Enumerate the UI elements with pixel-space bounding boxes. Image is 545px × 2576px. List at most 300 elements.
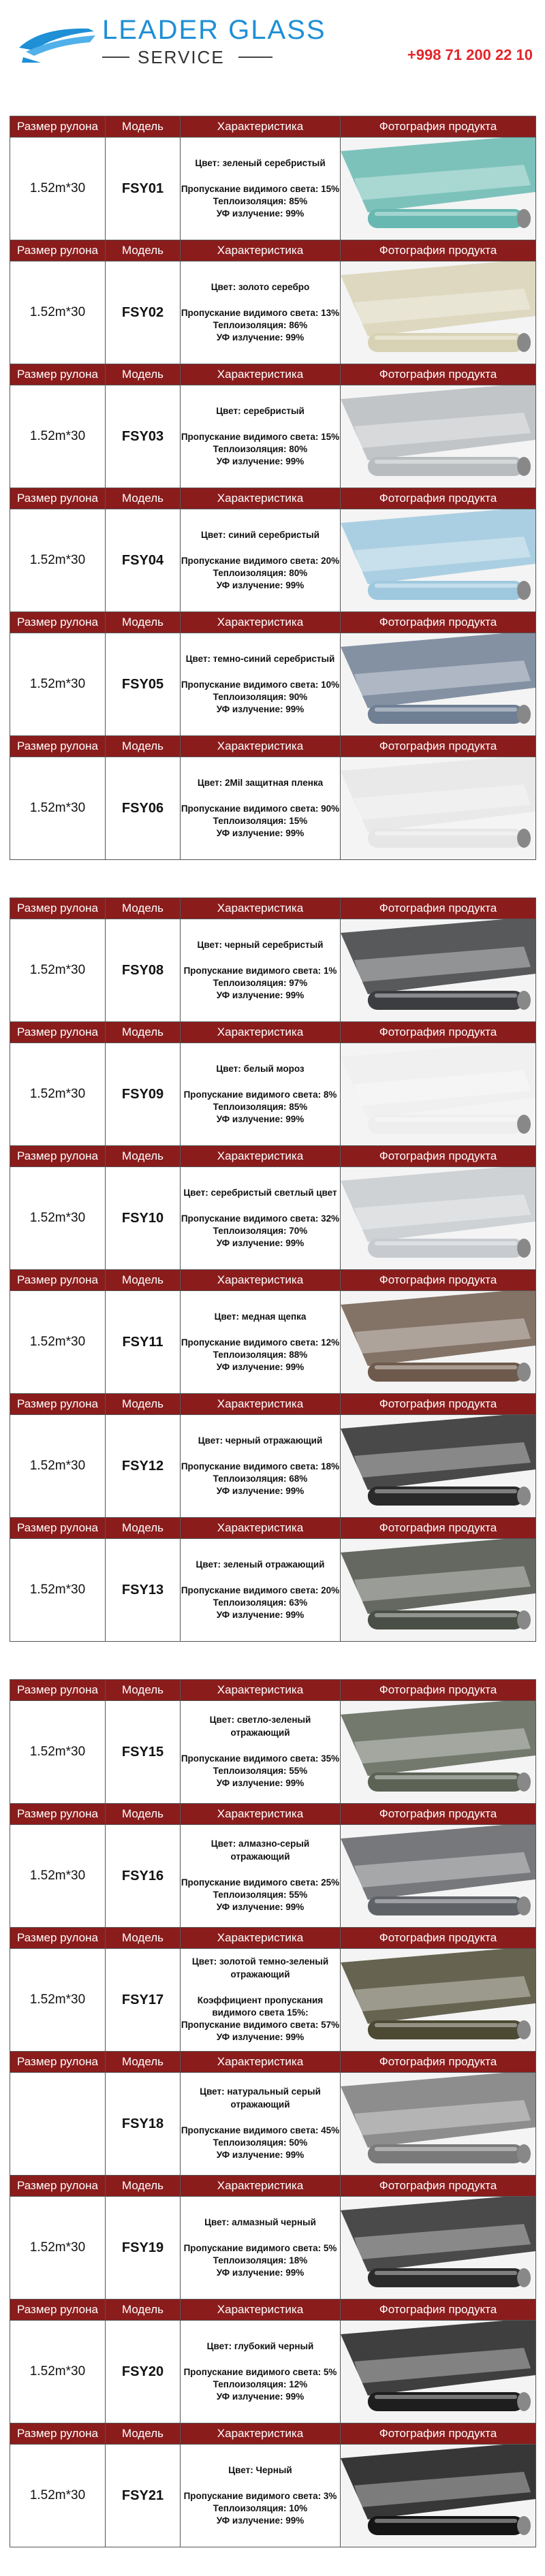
model-code: FSY12: [106, 1415, 181, 1518]
model-code: FSY13: [106, 1539, 181, 1642]
header-model: Модель: [106, 1146, 181, 1167]
characteristic-line: Коэффициент пропускания видимого света 15%:: [197, 1994, 324, 2018]
film-roll-icon: [341, 509, 535, 611]
model-code: FSY21: [106, 2445, 181, 2547]
characteristic-line: Теплоизоляция: 86%: [213, 320, 308, 330]
characteristic-line: Пропускание видимого света: 32%: [181, 1213, 340, 1224]
header-row: [10, 1680, 536, 1701]
header-photo: Фотография продукта: [341, 1680, 536, 1701]
header-row: [10, 2423, 536, 2445]
product-photo: [341, 2073, 536, 2176]
product-photo: [341, 1949, 536, 2052]
characteristic-line: Цвет: золотой темно-зеленый отражающий: [191, 1956, 329, 1979]
header-row: [10, 1518, 536, 1539]
model-code: FSY04: [106, 509, 181, 612]
header-model: Модель: [106, 612, 181, 633]
characteristic-line: УФ излучение: 99%: [216, 208, 305, 219]
film-roll-icon: [341, 757, 535, 859]
header-row: [10, 736, 536, 757]
product-row: [10, 1825, 536, 1928]
roll-size: 1.52m*30: [10, 1701, 106, 1804]
characteristics: [181, 757, 341, 860]
model-code: FSY17: [106, 1949, 181, 2052]
header-row: [10, 1270, 536, 1291]
film-roll-icon: [341, 1825, 535, 1927]
characteristic-line: Теплоизоляция: 85%: [213, 1102, 308, 1112]
characteristic-line: Теплоизоляция: 80%: [213, 444, 308, 454]
film-roll-image: [341, 1701, 535, 1803]
film-roll-icon: [341, 2321, 535, 2423]
header-chars: Характеристика: [181, 364, 341, 385]
product-photo: [341, 1415, 536, 1518]
header-chars: Характеристика: [181, 2052, 341, 2073]
header-photo: Фотография продукта: [341, 1928, 536, 1949]
film-roll-icon: [341, 1539, 535, 1641]
characteristic-line: Цвет: черный серебристый: [197, 939, 324, 950]
header-size: Размер рулона: [10, 736, 106, 757]
header-row: [10, 2300, 536, 2321]
characteristic-line: Пропускание видимого света: 18%: [181, 1461, 340, 1472]
header-chars: Характеристика: [181, 2423, 341, 2445]
roll-size: 1.52m*30: [10, 2321, 106, 2423]
roll-size: 1.52m*30: [10, 1043, 106, 1146]
header-photo: Фотография продукта: [341, 1518, 536, 1539]
characteristics: [181, 1949, 341, 2052]
characteristic-line: Пропускание видимого света: 8%: [183, 1089, 337, 1100]
header-size: Размер рулона: [10, 1270, 106, 1291]
roll-size: 1.52m*30: [10, 1167, 106, 1270]
product-photo: [341, 633, 536, 736]
film-roll-image: [341, 2197, 535, 2299]
header-photo: Фотография продукта: [341, 1804, 536, 1825]
header-photo: Фотография продукта: [341, 240, 536, 261]
film-roll-icon: [341, 138, 535, 240]
header-row: [10, 1394, 536, 1415]
film-roll-image: [341, 2445, 535, 2547]
header-model: Модель: [106, 364, 181, 385]
characteristic-line: Цвет: светло-зеленый отражающий: [209, 1715, 311, 1738]
spec-table: [10, 116, 536, 860]
characteristics: [181, 1167, 341, 1270]
film-roll-icon: [341, 1291, 535, 1393]
model-code: FSY16: [106, 1825, 181, 1928]
characteristic-line: Теплоизоляция: 55%: [213, 1766, 308, 1777]
header-chars: Характеристика: [181, 1146, 341, 1167]
film-roll-image: [341, 1415, 535, 1517]
header-model: Модель: [106, 1270, 181, 1291]
header-model: Модель: [106, 2300, 181, 2321]
header-photo: Фотография продукта: [341, 2300, 536, 2321]
product-row: [10, 138, 536, 240]
product-photo: [341, 1043, 536, 1146]
header-model: Модель: [106, 898, 181, 919]
characteristic-line: Пропускание видимого света: 45%: [181, 2125, 340, 2135]
header-size: Размер рулона: [10, 364, 106, 385]
roll-size: 1.52m*30: [10, 385, 106, 488]
product-photo: [341, 2321, 536, 2423]
characteristic-line: Пропускание видимого света: 25%: [181, 1877, 340, 1888]
header-row: [10, 488, 536, 509]
section-gap: [0, 860, 545, 897]
header-photo: Фотография продукта: [341, 612, 536, 633]
characteristic-line: Теплоизоляция: 97%: [213, 978, 308, 988]
characteristic-line: Цвет: серебристый: [216, 405, 305, 416]
characteristic-line: УФ излучение: 99%: [216, 1362, 305, 1373]
product-row: [10, 509, 536, 612]
product-photo: [341, 261, 536, 364]
product-photo: [341, 1825, 536, 1928]
header-chars: Характеристика: [181, 1270, 341, 1291]
header-model: Модель: [106, 2176, 181, 2197]
characteristic-line: Теплоизоляция: 50%: [213, 2137, 308, 2148]
header-model: Модель: [106, 1928, 181, 1949]
film-roll-icon: [341, 1701, 535, 1803]
characteristic-line: Пропускание видимого света: 5%: [183, 2366, 337, 2377]
model-code: FSY03: [106, 385, 181, 488]
model-code: FSY01: [106, 138, 181, 240]
characteristic-line: Цвет: Черный: [228, 2464, 292, 2475]
header-size: Размер рулона: [10, 1680, 106, 1701]
characteristic-line: Пропускание видимого света: 1%: [183, 965, 337, 976]
product-row: [10, 385, 536, 488]
product-photo: [341, 757, 536, 860]
header-size: Размер рулона: [10, 1804, 106, 1825]
model-code: FSY02: [106, 261, 181, 364]
characteristic-line: Теплоизоляция: 15%: [213, 816, 308, 826]
film-roll-icon: [341, 633, 535, 735]
characteristic-line: Цвет: глубокий черный: [206, 2340, 314, 2351]
characteristic-line: Теплоизоляция: 90%: [213, 692, 308, 702]
header-chars: Характеристика: [181, 898, 341, 919]
header-size: Размер рулона: [10, 1146, 106, 1167]
header-row: [10, 2052, 536, 2073]
model-code: FSY08: [106, 919, 181, 1022]
roll-size: 1.52m*30: [10, 261, 106, 364]
characteristic-line: Пропускание видимого света: 13%: [181, 307, 340, 318]
characteristic-line: УФ излучение: 99%: [216, 332, 305, 343]
header-row: [10, 898, 536, 919]
characteristics: [181, 385, 341, 488]
product-row: [10, 2073, 536, 2176]
film-roll-image: [341, 2073, 535, 2175]
spec-table: [10, 897, 536, 1642]
header-photo: Фотография продукта: [341, 736, 536, 757]
characteristic-line: Теплоизоляция: 63%: [213, 1597, 308, 1608]
film-roll-icon: [341, 385, 535, 488]
header-size: Размер рулона: [10, 240, 106, 261]
characteristic-line: Цвет: алмазный черный: [204, 2216, 316, 2227]
characteristics: [181, 261, 341, 364]
header-chars: Характеристика: [181, 116, 341, 138]
film-roll-image: [341, 1291, 535, 1393]
characteristic-line: УФ излучение: 99%: [216, 2268, 305, 2278]
characteristic-line: Пропускание видимого света: 3%: [183, 2490, 337, 2501]
characteristic-line: Пропускание видимого света: 90%: [181, 803, 340, 814]
characteristics: [181, 1701, 341, 1804]
characteristic-line: УФ излучение: 99%: [216, 456, 305, 467]
characteristic-line: Теплоизоляция: 12%: [213, 2379, 308, 2389]
header-size: Размер рулона: [10, 1928, 106, 1949]
characteristic-line: УФ излучение: 99%: [216, 1486, 305, 1497]
header-model: Модель: [106, 1022, 181, 1043]
film-roll-image: [341, 509, 535, 611]
header-photo: Фотография продукта: [341, 1394, 536, 1415]
header-chars: Характеристика: [181, 240, 341, 261]
characteristics: [181, 2321, 341, 2423]
product-row: [10, 2321, 536, 2423]
header-size: Размер рулона: [10, 1394, 106, 1415]
spec-table: [10, 1679, 536, 2547]
header-model: Модель: [106, 1680, 181, 1701]
header-row: [10, 364, 536, 385]
characteristic-line: Теплоизоляция: 55%: [213, 1890, 308, 1901]
characteristic-line: УФ излучение: 99%: [216, 704, 305, 715]
header-model: Модель: [106, 1518, 181, 1539]
film-roll-image: [341, 919, 535, 1021]
header-model: Модель: [106, 2423, 181, 2445]
product-photo: [341, 1167, 536, 1270]
characteristic-line: Цвет: золото серебро: [211, 281, 310, 292]
characteristic-line: УФ излучение: 99%: [216, 2515, 305, 2526]
film-roll-icon: [341, 261, 535, 364]
header-row: [10, 1146, 536, 1167]
film-roll-icon: [341, 2073, 535, 2175]
characteristic-line: УФ излучение: 99%: [216, 1238, 305, 1249]
product-photo: [341, 385, 536, 488]
header-row: [10, 240, 536, 261]
product-row: [10, 1539, 536, 1642]
roll-size: 1.52m*30: [10, 2197, 106, 2300]
header-size: Размер рулона: [10, 1518, 106, 1539]
characteristic-line: Теплоизоляция: 85%: [213, 196, 308, 206]
header-photo: Фотография продукта: [341, 488, 536, 509]
header-model: Модель: [106, 240, 181, 261]
roll-size: 1.52m*30: [10, 509, 106, 612]
model-code: FSY05: [106, 633, 181, 736]
header-chars: Характеристика: [181, 1022, 341, 1043]
header-model: Модель: [106, 736, 181, 757]
header-chars: Характеристика: [181, 488, 341, 509]
product-row: [10, 633, 536, 736]
characteristic-line: Цвет: алмазно-серый отражающий: [211, 1839, 310, 1862]
characteristics: [181, 509, 341, 612]
roll-size: 1.52m*30: [10, 633, 106, 736]
characteristic-line: Цвет: синий серебристый: [201, 529, 320, 540]
characteristic-line: Цвет: темно-синий серебристый: [185, 653, 335, 664]
characteristic-line: Цвет: натуральный серый отражающий: [200, 2086, 321, 2110]
characteristic-line: Теплоизоляция: 68%: [213, 1474, 308, 1484]
roll-size: 1.52m*30: [10, 1415, 106, 1518]
film-roll-icon: [341, 1415, 535, 1517]
roll-size: 1.52m*30: [10, 919, 106, 1022]
header-row: [10, 1022, 536, 1043]
header-model: Модель: [106, 488, 181, 509]
characteristic-line: Цвет: черный отражающий: [198, 1435, 323, 1446]
roll-size: 1.52m*30: [10, 2445, 106, 2547]
characteristic-line: Пропускание видимого света: 57%: [181, 2020, 340, 2031]
characteristic-line: Пропускание видимого света: 20%: [181, 555, 340, 566]
film-roll-image: [341, 1825, 535, 1927]
product-photo: [341, 1701, 536, 1804]
film-roll-icon: [341, 1167, 535, 1269]
header-size: Размер рулона: [10, 1022, 106, 1043]
header-row: [10, 1928, 536, 1949]
characteristic-line: УФ излучение: 99%: [216, 2391, 305, 2402]
product-photo: [341, 509, 536, 612]
model-code: FSY10: [106, 1167, 181, 1270]
roll-size: [10, 2073, 106, 2176]
characteristic-line: Теплоизоляция: 18%: [213, 2255, 308, 2265]
film-roll-icon: [341, 2197, 535, 2299]
product-photo: [341, 1291, 536, 1394]
model-code: FSY19: [106, 2197, 181, 2300]
characteristic-line: Теплоизоляция: 88%: [213, 1350, 308, 1360]
characteristic-line: Пропускание видимого света: 5%: [183, 2242, 337, 2253]
header-row: [10, 116, 536, 138]
model-code: FSY15: [106, 1701, 181, 1804]
roll-size: 1.52m*30: [10, 1825, 106, 1928]
characteristics: [181, 633, 341, 736]
header: [0, 0, 545, 116]
film-roll-image: [341, 1949, 535, 2051]
characteristics: [181, 919, 341, 1022]
film-roll-image: [341, 2321, 535, 2423]
characteristic-line: Теплоизоляция: 80%: [213, 568, 308, 578]
characteristics: [181, 2197, 341, 2300]
film-roll-image: [341, 1167, 535, 1269]
product-row: [10, 1701, 536, 1804]
product-row: [10, 1043, 536, 1146]
header-size: Размер рулона: [10, 116, 106, 138]
product-photo: [341, 1539, 536, 1642]
characteristic-line: УФ излучение: 99%: [216, 1114, 305, 1125]
header-chars: Характеристика: [181, 2176, 341, 2197]
roll-size: 1.52m*30: [10, 138, 106, 240]
characteristic-line: УФ излучение: 99%: [216, 1902, 305, 1913]
characteristic-line: УФ излучение: 99%: [216, 1610, 305, 1621]
header-row: [10, 1804, 536, 1825]
film-roll-image: [341, 1043, 535, 1145]
film-roll-image: [341, 385, 535, 488]
characteristics: [181, 1539, 341, 1642]
header-photo: Фотография продукта: [341, 116, 536, 138]
header-photo: Фотография продукта: [341, 1022, 536, 1043]
header-chars: Характеристика: [181, 736, 341, 757]
characteristics: [181, 1291, 341, 1394]
roll-size: 1.52m*30: [10, 1949, 106, 2052]
header-size: Размер рулона: [10, 612, 106, 633]
header-size: Размер рулона: [10, 898, 106, 919]
characteristics: [181, 138, 341, 240]
product-row: [10, 1949, 536, 2052]
phone-number[interactable]: +998 71 200 22 10: [407, 46, 533, 63]
characteristic-line: Пропускание видимого света: 15%: [181, 431, 340, 442]
header-photo: Фотография продукта: [341, 1270, 536, 1291]
film-roll-icon: [341, 2445, 535, 2547]
header-size: Размер рулона: [10, 2300, 106, 2321]
film-roll-image: [341, 757, 535, 859]
model-code: FSY06: [106, 757, 181, 860]
roll-size: 1.52m*30: [10, 1539, 106, 1642]
characteristic-line: Цвет: зеленый серебристый: [195, 157, 326, 168]
product-row: [10, 1167, 536, 1270]
characteristic-line: Цвет: серебристый светлый цвет: [183, 1187, 337, 1198]
product-photo: [341, 919, 536, 1022]
header-chars: Характеристика: [181, 1518, 341, 1539]
film-roll-icon: [341, 1043, 535, 1145]
characteristic-line: Цвет: зеленый отражающий: [196, 1559, 325, 1570]
header-size: Размер рулона: [10, 488, 106, 509]
header-chars: Характеристика: [181, 1680, 341, 1701]
header-photo: Фотография продукта: [341, 898, 536, 919]
header-row: [10, 2176, 536, 2197]
characteristic-line: УФ излучение: 99%: [216, 828, 305, 839]
characteristic-line: Пропускание видимого света: 35%: [181, 1753, 340, 1764]
header-photo: Фотография продукта: [341, 2052, 536, 2073]
product-photo: [341, 2197, 536, 2300]
film-roll-icon: [341, 1949, 535, 2051]
model-code: FSY09: [106, 1043, 181, 1146]
characteristic-line: УФ излучение: 99%: [216, 1778, 305, 1789]
characteristics: [181, 2445, 341, 2547]
header-chars: Характеристика: [181, 1394, 341, 1415]
film-roll-image: [341, 633, 535, 735]
brand-name: LEADER GLASS: [102, 15, 326, 45]
header-row: [10, 612, 536, 633]
header-chars: Характеристика: [181, 1928, 341, 1949]
product-row: [10, 1415, 536, 1518]
characteristics: [181, 1043, 341, 1146]
header-model: Модель: [106, 1394, 181, 1415]
roll-size: 1.52m*30: [10, 757, 106, 860]
film-roll-icon: [341, 919, 535, 1021]
characteristic-line: Пропускание видимого света: 15%: [181, 183, 340, 194]
product-catalog: [0, 116, 545, 2547]
characteristic-line: Теплоизоляция: 10%: [213, 2503, 308, 2513]
product-row: [10, 919, 536, 1022]
characteristic-line: УФ излучение: 99%: [216, 580, 305, 591]
model-code: FSY20: [106, 2321, 181, 2423]
characteristic-line: Цвет: медная щепка: [214, 1311, 307, 1322]
header-model: Модель: [106, 1804, 181, 1825]
header-size: Размер рулона: [10, 2052, 106, 2073]
film-roll-image: [341, 1539, 535, 1641]
product-photo: [341, 2445, 536, 2547]
product-row: [10, 261, 536, 364]
characteristic-line: Цвет: белый мороз: [216, 1063, 305, 1074]
model-code: FSY11: [106, 1291, 181, 1394]
characteristic-line: Пропускание видимого света: 12%: [181, 1337, 340, 1348]
header-size: Размер рулона: [10, 2176, 106, 2197]
product-row: [10, 2445, 536, 2547]
header-photo: Фотография продукта: [341, 2423, 536, 2445]
characteristic-line: УФ излучение: 99%: [216, 2150, 305, 2161]
product-row: [10, 1291, 536, 1394]
header-chars: Характеристика: [181, 2300, 341, 2321]
characteristics: [181, 1415, 341, 1518]
characteristic-line: Цвет: 2Mil защитная пленка: [197, 777, 324, 788]
model-code: FSY18: [106, 2073, 181, 2176]
brand-subtitle: SERVICE: [138, 47, 225, 67]
product-photo: [341, 138, 536, 240]
header-photo: Фотография продукта: [341, 2176, 536, 2197]
header-photo: Фотография продукта: [341, 1146, 536, 1167]
characteristic-line: Пропускание видимого света: 20%: [181, 1585, 340, 1595]
header-chars: Характеристика: [181, 612, 341, 633]
characteristics: [181, 2073, 341, 2176]
characteristic-line: Теплоизоляция: 70%: [213, 1226, 308, 1236]
section-gap: [0, 1642, 545, 1679]
